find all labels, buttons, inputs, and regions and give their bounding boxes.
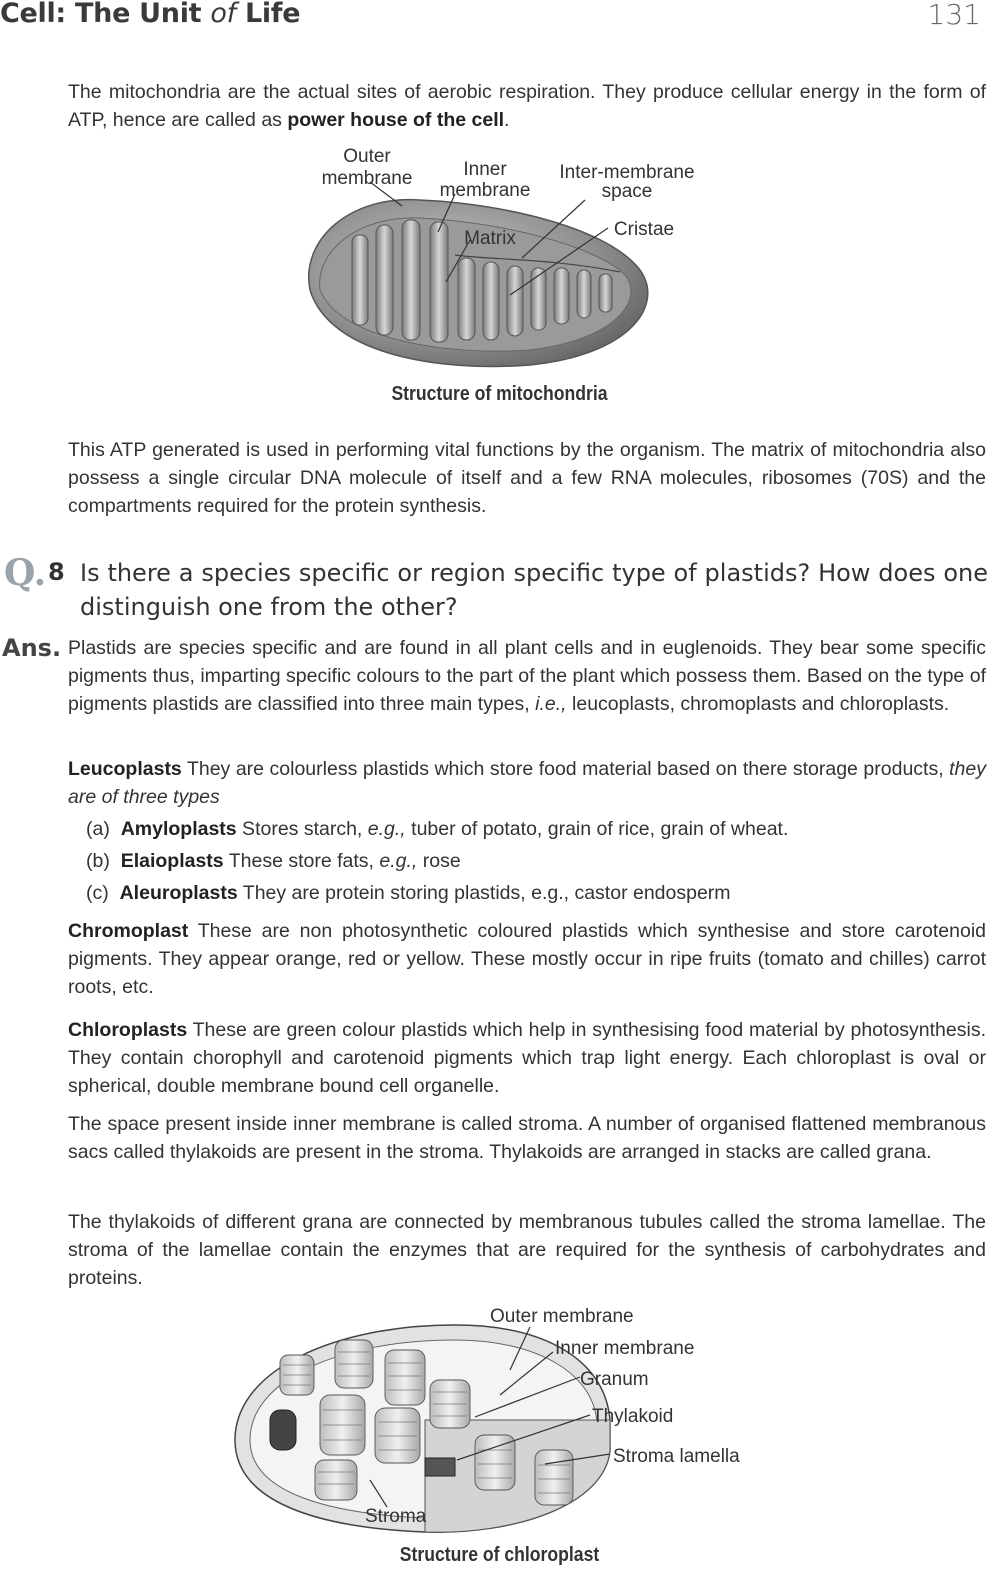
label-inner-line1: Inner <box>463 159 507 180</box>
leucoplasts-paragraph <box>68 755 986 811</box>
lamellae-paragraph: The thylakoids of different grana are connected by membranous tubules called the stroma lamellae. The stroma of the lamellae contain the enzymes that are required for the synthesis of carbohydrates and proteins. <box>68 1211 986 1289</box>
label-cristae: Cristae <box>613 219 675 240</box>
list-rest: tuber of potato, grain of rice, grain of wheat. <box>405 818 789 840</box>
list-text: They are protein storing plastids, e.g., castor endosperm <box>237 882 731 904</box>
question-marker: Q. <box>4 552 47 594</box>
chloroplast-diagram <box>225 1300 785 1545</box>
intro-bold: power house of the cell <box>287 109 505 131</box>
list-rest: rose <box>417 850 461 872</box>
question-number: 8 <box>48 558 65 586</box>
label-thylakoid: Thylakoid <box>592 1406 674 1427</box>
leucoplasts-heading: Leucoplasts <box>68 758 182 780</box>
atp-paragraph: This ATP generated is used in performing vital functions by the organism. The matrix of mitochondria also possess a single circular DNA molecule of itself and a few RNA molecules, ribosomes (70S) and the compartments required for the protein synthesis. <box>68 439 986 517</box>
label-outer-line1: Outer <box>343 146 391 167</box>
list-item-elaioplasts <box>86 847 461 875</box>
title-part1: Cell: The Unit <box>0 0 211 29</box>
leucoplasts-text: They are colourless plastids which store food material based on there storage products, <box>181 758 950 780</box>
list-item-aleuroplasts <box>86 879 731 907</box>
intro-end: . <box>504 109 510 131</box>
list-text: Stores starch, <box>236 818 368 840</box>
mitochondria-body <box>309 200 648 367</box>
answer-intro-text: Plastids are species specific and are found in all plant cells and in euglenoids. They bear some specific pigments thus, imparting specific colours to the part of the plant which possess them. Based on the type of pigments plastids are classified into three main types, <box>68 637 986 715</box>
leucoplasts-italic: they are of three types <box>68 758 986 808</box>
answer-intro-paragraph <box>68 634 986 718</box>
page-header-title <box>0 0 300 29</box>
list-item-amyloplasts <box>86 815 788 843</box>
label-granum: Granum <box>580 1369 649 1390</box>
chloroplasts-heading: Chloroplasts <box>68 1019 188 1041</box>
chloroplasts-text: These are green colour plastids which help in synthesising food material by photosynthesis. They contain chorophyll and carotenoid pigments which trap light energy. Each chloroplast is oval or spherical, double membrane bound cell organelle. <box>68 1019 986 1097</box>
label-stroma-lamella: Stroma lamella <box>613 1446 740 1467</box>
answer-intro-end: leucoplasts, chromoplasts and chloroplasts. <box>566 693 950 715</box>
chloroplasts-paragraph <box>68 1016 986 1100</box>
title-of: of <box>210 0 236 29</box>
label-outer-line2: membrane <box>321 168 413 189</box>
list-eg: e.g., <box>367 818 406 840</box>
list-head: Amyloplasts <box>120 818 237 840</box>
label-outer-membrane: Outer membrane <box>490 1306 634 1327</box>
chloroplast-caption: Structure of chloroplast <box>399 1544 600 1566</box>
label-intermembrane-line1: Inter-membrane <box>559 162 695 183</box>
mitochondria-caption: Structure of mitochondria <box>391 383 608 405</box>
question-text: Is there a species specific or region specific type of plastids? How does one distinguish one from the other? <box>80 559 988 621</box>
list-text: These store fats, <box>223 850 380 872</box>
label-inner-line2: membrane <box>439 180 531 201</box>
chromoplast-heading: Chromoplast <box>68 920 189 942</box>
label-inner-membrane: Inner membrane <box>555 1338 695 1359</box>
list-head: Aleuroplasts <box>119 882 238 904</box>
chloroplast-body <box>235 1325 610 1532</box>
answer-intro-ie: i.e., <box>535 693 567 715</box>
page-number: 131 <box>927 0 981 31</box>
list-marker: (a) <box>86 818 110 840</box>
label-matrix: Matrix <box>464 228 516 249</box>
chromoplast-paragraph <box>68 917 986 1001</box>
intro-text: The mitochondria are the actual sites of aerobic respiration. They produce cellular energy in the form of ATP, hence are called as <box>68 81 986 131</box>
answer-marker: Ans. <box>2 634 62 662</box>
mitochondria-diagram <box>290 140 730 380</box>
list-head: Elaioplasts <box>120 850 224 872</box>
list-eg: e.g., <box>379 850 418 872</box>
list-marker: (c) <box>86 882 109 904</box>
chromoplast-text: These are non photosynthetic coloured plastids which synthesise and store carotenoid pigments. They appear orange, red or yellow. These mostly occur in ripe fruits (tomato and chilles) carrot roots, etc. <box>68 920 986 998</box>
label-intermembrane-line2: space <box>601 181 653 202</box>
list-marker: (b) <box>86 850 110 872</box>
intro-paragraph <box>68 78 986 134</box>
label-stroma: Stroma <box>365 1506 427 1527</box>
stroma-paragraph: The space present inside inner membrane is called stroma. A number of organised flattened membranous sacs called thylakoids are present in the stroma. Thylakoids are arranged in stacks are called grana. <box>68 1113 986 1163</box>
title-part2: Life <box>235 0 301 29</box>
